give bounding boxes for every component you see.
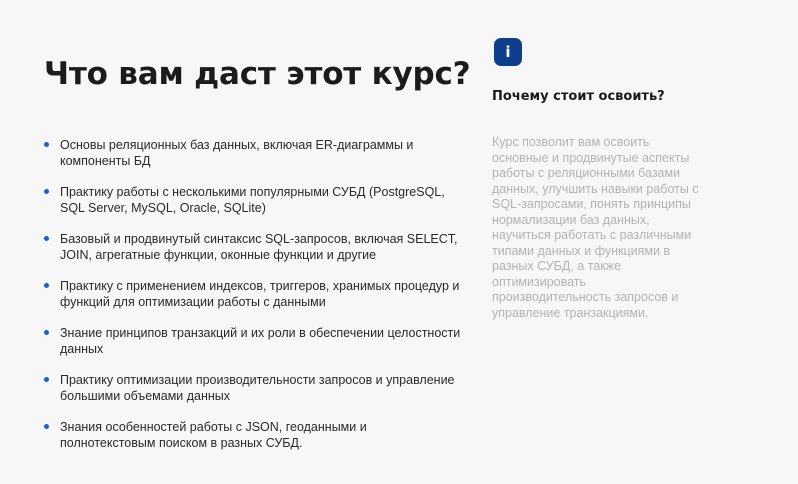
list-item <box>44 325 464 357</box>
bullet-icon <box>44 142 49 147</box>
list-item-text: Практику оптимизации производительности запросов и управление большими объемами данных <box>60 373 455 403</box>
list-item <box>44 372 464 404</box>
list-item-text: Знания особенностей работы с JSON, геоданными и полнотекстовым поиском в разных СУБД. <box>60 420 367 450</box>
list-item <box>44 419 464 451</box>
list-item <box>44 137 464 169</box>
list-item-text: Знание принципов транзакций и их роли в обеспечении целостности данных <box>60 326 461 356</box>
list-item-text: Базовый и продвинутый синтаксис SQL-запросов, включая SELECT, JOIN, агрегатные функции, оконные функции и другие <box>60 232 458 262</box>
list-item <box>44 278 464 310</box>
list-item-text: Основы реляционных баз данных, включая ER-диаграммы и компоненты БД <box>60 138 414 168</box>
list-item <box>44 231 464 263</box>
bullet-icon <box>44 424 49 429</box>
list-item-text: Практику с применением индексов, триггеров, хранимых процедур и функций для оптимизации работы с данными <box>60 279 460 309</box>
list-item <box>44 184 464 216</box>
bullet-icon <box>44 283 49 288</box>
bullet-icon <box>44 377 49 382</box>
benefits-list <box>44 137 464 466</box>
bullet-icon <box>44 236 49 241</box>
side-description: Курс позволит вам освоить основные и продвинутые аспекты работы с реляционными базами данных, улучшить навыки работы с SQL-запросами, понять принципы нормализации баз данных, научиться работать с различными типами данных и функциями в разных СУБД, а также оптимизировать производительность запросов и управление транзакциями. <box>492 135 699 320</box>
list-item-text: Практику работы с несколькими популярными СУБД (PostgreSQL, SQL Server, MySQL, Oracle, SQLite) <box>60 185 445 215</box>
side-title: Почему стоит освоить? <box>492 89 665 104</box>
bullet-icon <box>44 330 49 335</box>
page-title: Что вам даст этот курс? <box>44 56 471 92</box>
info-icon: i <box>494 38 522 66</box>
bullet-icon <box>44 189 49 194</box>
